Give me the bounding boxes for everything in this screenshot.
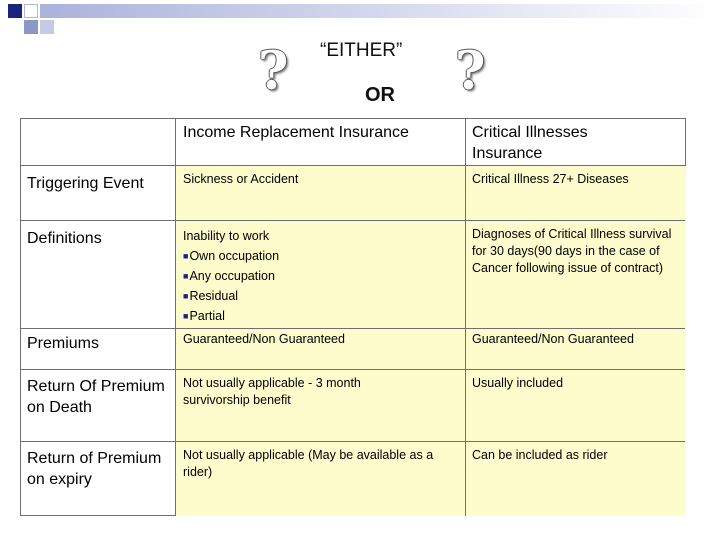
row-label-premiums: Premiums — [27, 335, 100, 352]
cell-income-triggering: Sickness or Accident — [183, 172, 299, 186]
row-label-return-on-death: Return Of Premium on Death — [27, 378, 165, 416]
corner-square-mid — [24, 20, 38, 34]
bullet-item: ■Any occupation — [183, 269, 275, 283]
bullet-item: ■Residual — [183, 289, 239, 303]
bullet-icon: ■ — [183, 271, 189, 281]
cell-income-definitions-intro: Inability to work — [183, 229, 270, 243]
row-label-return-on-expiry: Return of Premium on expiry — [27, 450, 162, 488]
cell-income-return-death: Not usually applicable - 3 month survivorship benefit — [183, 376, 361, 407]
title-either: “EITHER” — [320, 40, 403, 61]
row-divider — [21, 328, 685, 329]
cell-critical-return-death: Usually included — [472, 376, 564, 390]
row-label-definitions: Definitions — [27, 230, 102, 247]
title-or: OR — [365, 84, 395, 106]
column-divider — [465, 119, 466, 515]
bullet-icon: ■ — [183, 291, 189, 301]
top-gradient-bar — [40, 4, 718, 18]
column-header-critical: Critical Illnesses Insurance — [472, 124, 588, 162]
question-mark-icon-right: ? — [455, 41, 486, 102]
row-divider — [21, 369, 685, 370]
row-divider — [21, 220, 685, 221]
corner-square-light — [40, 20, 54, 34]
bullet-icon: ■ — [183, 251, 189, 261]
corner-square-outline — [24, 4, 38, 18]
bullet-item: ■Own occupation — [183, 249, 280, 263]
cell-income-premiums: Guaranteed/Non Guaranteed — [183, 332, 345, 346]
comparison-table — [20, 118, 686, 516]
row-label-triggering-event: Triggering Event — [27, 175, 144, 192]
row-divider — [21, 165, 685, 166]
cell-critical-return-expiry: Can be included as rider — [472, 448, 608, 462]
bullet-item: ■Partial — [183, 309, 225, 323]
cell-income-definitions — [183, 226, 459, 326]
row-divider — [21, 441, 685, 442]
cell-critical-triggering: Critical Illness 27+ Diseases — [472, 172, 629, 186]
bullet-icon: ■ — [183, 311, 189, 321]
cell-critical-definitions: Diagnoses of Critical Illness survival for 30 days(90 days in the case of Cancer following issue of contract) — [472, 227, 672, 275]
question-mark-icon-left: ? — [258, 41, 289, 102]
column-divider — [175, 119, 176, 515]
column-header-income: Income Replacement Insurance — [183, 124, 409, 141]
cell-critical-premiums: Guaranteed/Non Guaranteed — [472, 332, 634, 346]
cell-income-return-expiry: Not usually applicable (May be available as a rider) — [183, 448, 434, 479]
corner-square-dark — [8, 4, 22, 18]
